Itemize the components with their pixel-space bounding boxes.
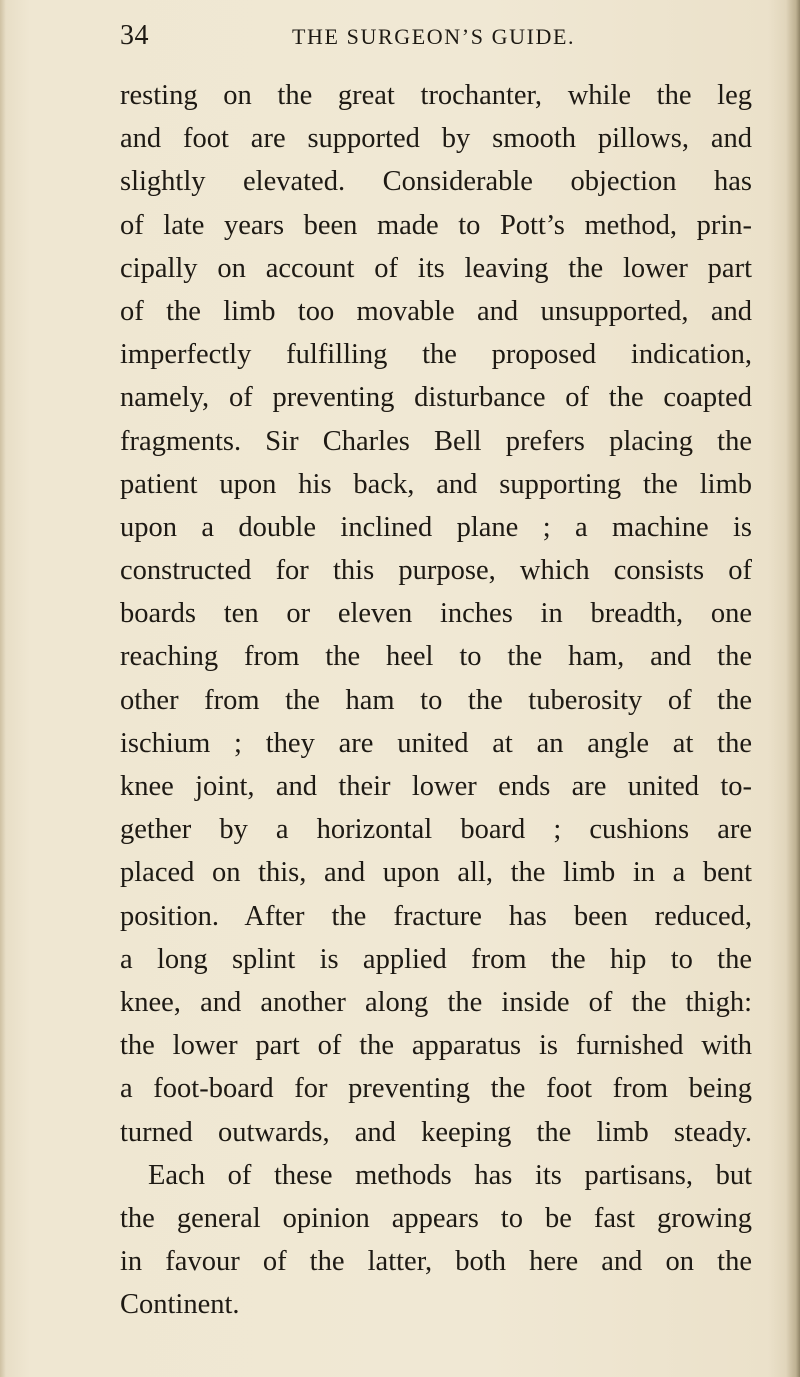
text-line: a long splint is applied from the hip to the bbox=[120, 943, 752, 975]
page-number: 34 bbox=[120, 20, 149, 51]
text-line: placed on this, and upon all, the limb in a bent bbox=[120, 857, 752, 889]
running-head: THE SURGEON’S GUIDE. bbox=[292, 24, 576, 49]
text-line: imperfectly fulfilling the proposed indication, bbox=[120, 339, 752, 371]
text-line: cipally on account of its leaving the lower part bbox=[120, 252, 752, 284]
text-line: resting on the great trochanter, while the leg bbox=[120, 80, 752, 111]
text-line: the general opinion appears to be fast growing bbox=[120, 1202, 752, 1234]
text-line: patient upon his back, and supporting the limb bbox=[120, 468, 752, 500]
text-line: of the limb too movable and unsupported, and bbox=[120, 295, 752, 327]
text-line: knee, and another along the inside of the thigh: bbox=[120, 986, 752, 1018]
text-line: in favour of the latter, both here and on the bbox=[120, 1246, 752, 1278]
text-line: a foot-board for preventing the foot from being bbox=[120, 1073, 752, 1105]
paragraph-end-line: Continent. bbox=[120, 1289, 240, 1321]
text-line: other from the ham to the tuberosity of the bbox=[120, 684, 752, 716]
text-line: slightly elevated. Considerable objection has bbox=[120, 166, 752, 198]
text-line: knee joint, and their lower ends are united to- bbox=[120, 771, 752, 802]
text-line: boards ten or eleven inches in breadth, one bbox=[120, 598, 752, 630]
page-header bbox=[120, 20, 770, 60]
text-line: and foot are supported by smooth pillows, and bbox=[120, 123, 752, 155]
text-line: fragments. Sir Charles Bell prefers placing the bbox=[120, 425, 752, 457]
page-left-edge bbox=[0, 0, 6, 1377]
text-line: namely, of preventing disturbance of the coapted bbox=[120, 382, 752, 414]
text-line: upon a double inclined plane ; a machine is bbox=[120, 511, 752, 543]
text-line: position. After the fracture has been reduced, bbox=[120, 900, 752, 932]
page-right-edge bbox=[786, 0, 800, 1377]
body-text bbox=[120, 74, 752, 1326]
text-line: reaching from the heel to the ham, and the bbox=[120, 641, 752, 673]
text-line: of late years been made to Pott’s method, prin- bbox=[120, 209, 752, 241]
paragraph-start-line: Each of these methods has its partisans, but bbox=[148, 1159, 752, 1191]
text-line: constructed for this purpose, which consists of bbox=[120, 555, 752, 587]
text-line: gether by a horizontal board ; cushions are bbox=[120, 814, 752, 846]
text-line: ischium ; they are united at an angle at the bbox=[120, 727, 752, 759]
text-line: turned outwards, and keeping the limb steady. bbox=[120, 1116, 752, 1148]
text-line: the lower part of the apparatus is furnished with bbox=[120, 1030, 752, 1062]
